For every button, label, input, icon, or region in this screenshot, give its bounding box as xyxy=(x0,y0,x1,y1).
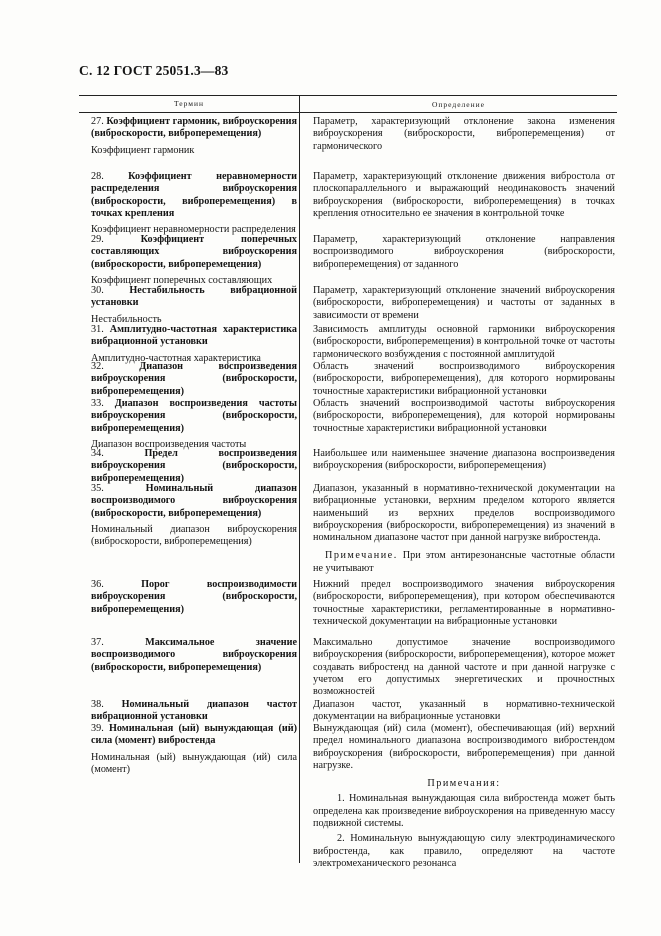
term-37: 37. Максимальное значение воспроизводимого виброускорения (виброскорости, виброперемещения) xyxy=(91,637,297,673)
definition-37: Максимально допустимое значение воспроизводимого виброускорения (виброскорости, виброперемещения), которое может создавать вибростенд на данной частоте и при данной нагрузке с учетом его допустимых энергетических и прочностных возможностей xyxy=(313,637,615,698)
note-39-1: 1. Номинальная вынуждающая сила вибростенда может быть определена как произведение виброускорения на приведенную массу подвижной системы. xyxy=(313,793,615,830)
column-divider xyxy=(299,113,300,863)
column-header-definition: Определение xyxy=(432,99,485,109)
term-39: 39. Номинальная (ый) вынуждающая (ий) сила (момент) вибростенда Номинальная (ый) вынуждающая (ий) сила (момент) xyxy=(91,723,298,775)
term-39-short: Номинальная (ый) вынуждающая (ий) сила (момент) xyxy=(91,751,297,775)
definition-39: Вынуждающая (ий) сила (момент), обеспечивающая (ий) верхний предел номинального диапазона воспроизводимого вибростендом виброускорения (виброскорости, виброперемещения) при данной нагрузке. Примечания: 1. Номинальная вынуждающая сила вибростенда может быть определена как произведение виброускорения на приведенную массу подвижной системы. 2. Номинальную вынуждающую силу электродинамического вибростенда, как правило, определяют на частоте электромеханического резонанса xyxy=(313,723,615,869)
note-35: Примечание. При этом антирезонансные частотные области не учитывают xyxy=(313,550,616,574)
term-32: 32. Диапазон воспроизведения виброускорения (виброскорости, виброперемещения) xyxy=(91,361,297,397)
definition-30: Параметр, характеризующий отклонение значений виброускорения (виброскорости, виброперемещения) и частоты от заданных в зависимости от времени xyxy=(313,285,615,321)
term-27: 27. Коэффициент гармоник, виброускорения (виброскорости, виброперемещения) Коэффициент гармоник xyxy=(91,116,298,156)
notes-label-39: Примечания: xyxy=(427,778,501,790)
definition-31: Зависимость амплитуды основной гармоники виброускорения (виброскорости, виброперемещения) в контрольной точке от частоты гармонического возбуждения с постоянной амплитудой xyxy=(313,324,615,360)
definition-33: Область значений воспроизводимой частоты виброускорения (виброскорости, виброперемещения), для которой нормированы точностные характеристики вибрационной установки xyxy=(313,398,615,434)
definition-29: Параметр, характеризующий отклонение направления воспроизводимого виброускорения (виброскорости, виброперемещения) от заданного xyxy=(313,234,615,270)
definition-34: Наибольшее или наименьшее значение диапазона воспроизведения виброускорения (виброскорости, виброперемещения) xyxy=(313,448,615,472)
table-header xyxy=(79,96,617,113)
table-body xyxy=(79,113,617,869)
term-29-short: Коэффициент поперечных составляющих xyxy=(91,274,273,286)
term-31-short: Амплитудно-частотная характеристика xyxy=(91,352,261,364)
page-header: С. 12 ГОСТ 25051.3—83 xyxy=(79,63,229,78)
term-38: 38. Номинальный диапазон частот вибрационной установки xyxy=(91,699,298,723)
term-27-short: Коэффициент гармоник xyxy=(91,144,195,156)
column-header-term: Термин xyxy=(79,96,300,112)
definition-32: Область значений воспроизводимого виброускорения (виброскорости, виброперемещения), для которого нормированы точностные характеристики вибрационной установки xyxy=(313,361,615,397)
term-34: 34. Предел воспроизведения виброускорения (виброскорости, виброперемещения) xyxy=(91,448,297,484)
definition-36: Нижний предел воспроизводимого значения виброускорения (виброскорости, виброперемещения), при котором обеспечиваются точностные характеристики, регламентированные в нормативно-технической документации на вибрационные установки xyxy=(313,579,615,627)
note-39-2: 2. Номинальную вынуждающую силу электродинамического вибростенда, как правило, определяют на частоте электромеханического резонанса xyxy=(313,833,615,869)
term-35: 35. Номинальный диапазон воспроизводимого виброускорения (виброскорости, виброперемещения) Номинальный диапазон виброускорения (виброскорости, виброперемещения) xyxy=(91,483,297,548)
term-35-short: Номинальный диапазон виброускорения (виброскорости, виброперемещения) xyxy=(91,523,297,548)
term-36: 36. Порог воспроизводимости виброускорения (виброскорости, виброперемещения) xyxy=(91,579,298,615)
term-31: 31. Амплитудно-частотная характеристика вибрационной установки Амплитудно-частотная характеристика xyxy=(91,324,297,364)
terms-table xyxy=(79,95,617,869)
definition-27: Параметр, характеризующий отклонение закона изменения виброускорения (виброскорости, виброперемещения) от гармонического xyxy=(313,116,615,152)
term-30: 30. Нестабильность вибрационной установки Нестабильность xyxy=(91,285,297,325)
term-28: 28. Коэффициент неравномерности распределения виброускорения (виброскорости, виброперемещения) в точках крепления Коэффициент неравномерности распределения xyxy=(91,171,297,236)
term-28-short: Коэффициент неравномерности распределения xyxy=(91,224,296,236)
term-30-short: Нестабильность xyxy=(91,313,162,325)
term-33-short: Диапазон воспроизведения частоты xyxy=(91,438,247,450)
definition-38: Диапазон частот, указанный в нормативно-технической документации на вибрационные установки xyxy=(313,699,615,723)
term-29: 29. Коэффициент поперечных составляющих виброускорения (виброскорости, виброперемещения) Коэффициент поперечных составляющих xyxy=(91,234,298,286)
term-33: 33. Диапазон воспроизведения частоты виброускорения (виброскорости, виброперемещения) Диапазон воспроизведения частоты xyxy=(91,398,297,450)
definition-28: Параметр, характеризующий отклонение движения вибростола от плоскопараллельного и выражающий неодинаковость значений виброускорения (виброскорости, виброперемещения) в точках крепления относительно ее значения в контрольной точке xyxy=(313,171,615,219)
definition-35: Диапазон, указанный в нормативно-технической документации на вибрационные установки, верхним пределом которого является наименьший из верхних пределов воспроизводимого виброускорения (виброскорости, виброперемещения) из значений в номинальном диапазоне частот при данной нагрузке вибростенда. Примечание. При этом антирезонансные частотные области не учитывают xyxy=(313,483,616,574)
